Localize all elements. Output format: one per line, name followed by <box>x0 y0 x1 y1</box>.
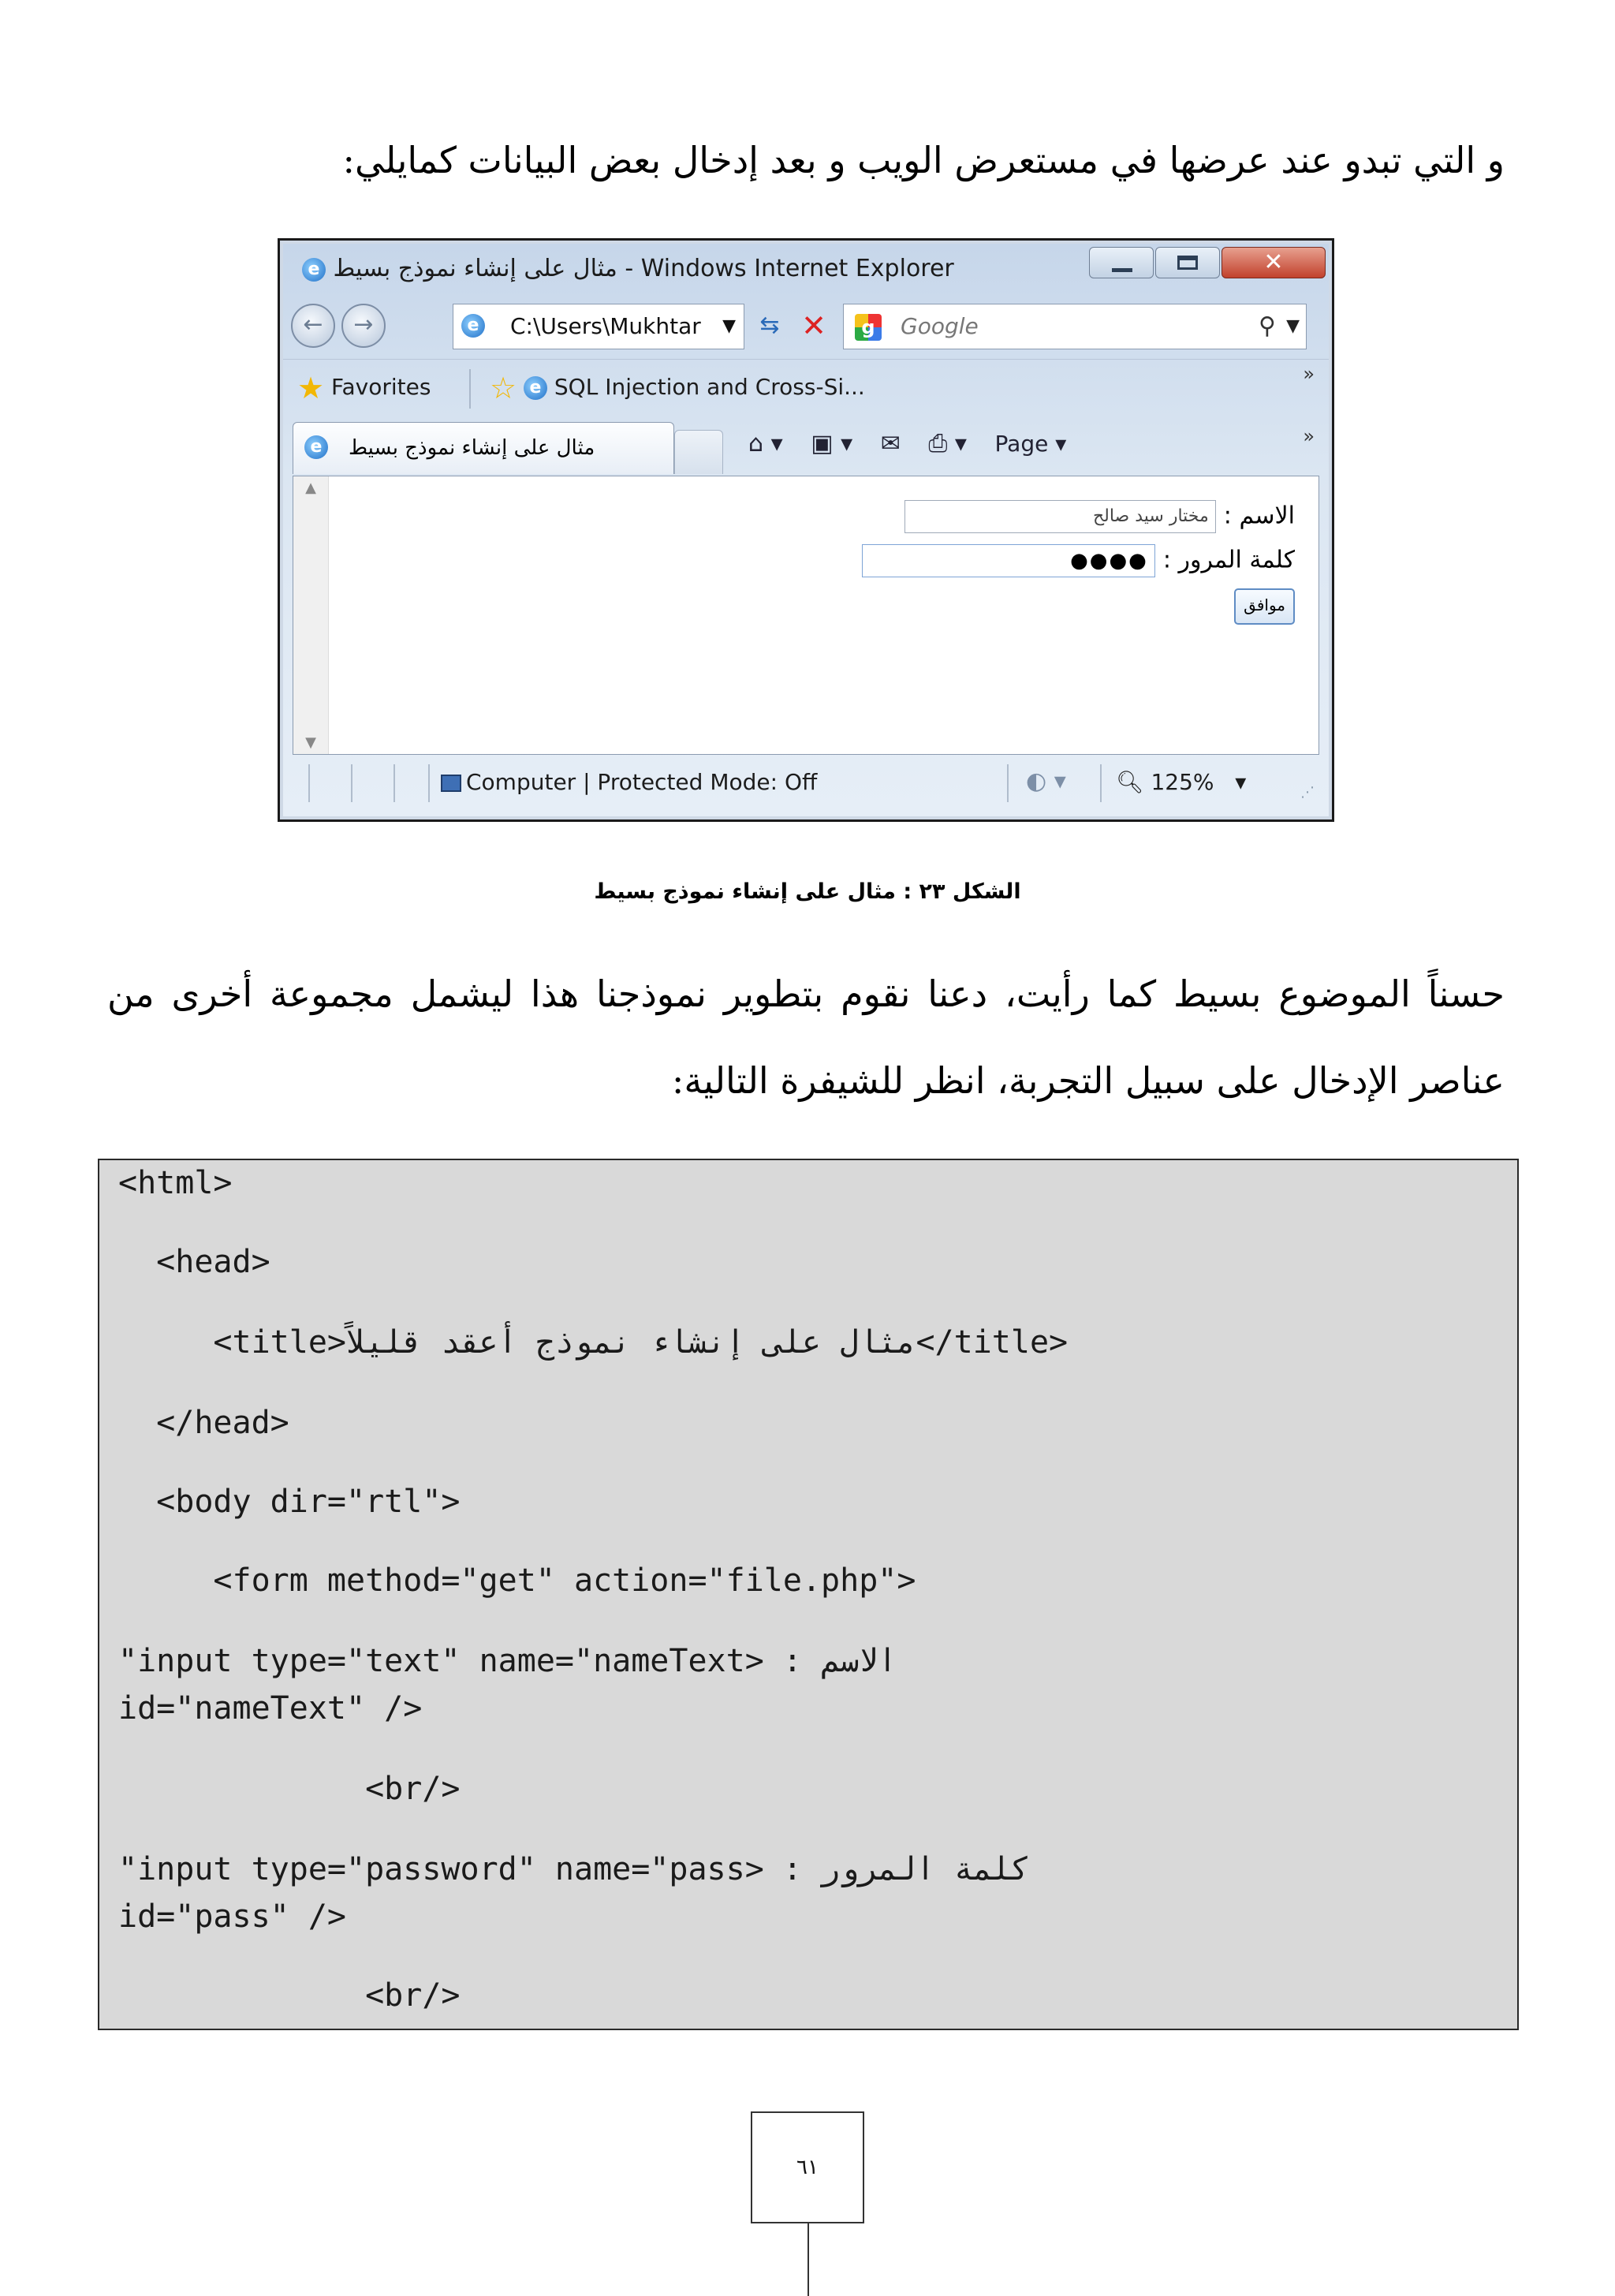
code-line: كلمة المرور : <input type="password" name="pass" <box>118 1851 1277 1887</box>
resize-grip-icon[interactable]: ⋰ <box>1300 784 1315 801</box>
forward-button[interactable]: → <box>341 304 386 348</box>
chevron-icon[interactable]: » <box>1303 363 1315 385</box>
body-paragraph: حسناً الموضوع بسيط كما رأيت، دعنا نقوم بتطوير نموذجنا هذا ليشمل مجموعة أخرى من عناصر الإدخال على سبيل التجربة، انظر للشيفرة التالية: <box>107 973 1505 1102</box>
sample-form <box>862 500 1295 633</box>
page-content <box>293 476 1319 755</box>
code-line: <body dir="rtl"> <box>118 1484 461 1520</box>
browser-screenshot <box>278 238 1334 822</box>
back-button[interactable]: ← <box>291 304 335 348</box>
search-input[interactable] <box>843 304 1307 349</box>
favorite-link-label: SQL Injection and Cross-Si... <box>554 374 865 400</box>
password-label: كلمة المرور : <box>1162 546 1295 574</box>
zoom-level: 125% <box>1151 769 1214 795</box>
ie-logo-icon: e <box>302 258 326 282</box>
navigation-bar <box>283 299 1329 349</box>
zoom-icon: 🔍︎ <box>1116 769 1144 795</box>
search-placeholder: Google <box>901 313 979 339</box>
tab-title: مثال على إنشاء نموذج بسيط <box>349 436 595 460</box>
google-icon: g <box>855 314 882 341</box>
mail-icon[interactable]: ✉ <box>880 430 901 457</box>
submit-button[interactable]: موافق <box>1234 588 1295 625</box>
scroll-down-icon[interactable]: ▼ <box>305 734 316 751</box>
name-input[interactable]: مختار سيد صالح <box>904 500 1216 533</box>
tab-current[interactable] <box>293 422 674 474</box>
code-line: <br/> <box>118 1977 461 2014</box>
intro-paragraph: و التي تبدو عند عرضها في مستعرض الويب و بعد إدخال بعض البيانات كمايلي: <box>342 139 1505 181</box>
code-line: <head> <box>118 1244 270 1280</box>
code-line: <br/> <box>118 1771 461 1807</box>
name-label: الاسم : <box>1223 502 1295 530</box>
favorites-star-icon: ★ <box>297 371 325 405</box>
refresh-icon[interactable]: ⇆ <box>759 312 780 339</box>
scroll-up-icon[interactable]: ▲ <box>305 480 316 496</box>
maximize-button[interactable] <box>1155 247 1220 278</box>
favorite-link[interactable] <box>490 371 865 405</box>
print-icon[interactable]: ⎙ ▾ <box>928 430 967 457</box>
window-title: مثال على إنشاء نموذج بسيط - Windows Internet Explorer <box>333 255 954 282</box>
status-text: Computer | Protected Mode: Off <box>466 769 818 795</box>
stop-icon[interactable]: ✕ <box>801 308 826 343</box>
page-number: ٦١ <box>751 2111 864 2223</box>
command-bar <box>748 430 1087 457</box>
code-line: </head> <box>118 1405 289 1441</box>
code-line: <title>مثال على إنشاء نموذج أعقد قليلاً</title> <box>118 1324 1069 1361</box>
code-line: <html> <box>118 1165 233 1201</box>
code-line: الاسم : <input type="text" name="nameText" <box>118 1643 1144 1679</box>
tab-page-icon: e <box>304 435 328 459</box>
address-text: C:\Users\Mukhtar <box>510 313 701 339</box>
search-icon[interactable]: ⚲ <box>1259 312 1276 340</box>
code-line: <form method="get" action="file.php"> <box>118 1562 916 1599</box>
command-chevron-icon[interactable]: » <box>1303 425 1315 447</box>
minimize-button[interactable] <box>1089 247 1154 278</box>
page-menu-button[interactable]: Page ▾ <box>994 431 1067 457</box>
address-bar[interactable] <box>453 304 744 349</box>
browser-title-bar <box>283 244 1329 293</box>
add-favorite-icon: ☆ <box>490 371 517 405</box>
close-button[interactable]: ✕ <box>1222 247 1326 278</box>
zoom-control[interactable]: 🔍︎ 125% ▾ <box>1116 769 1247 795</box>
code-line: id="pass" /> <box>118 1898 346 1935</box>
new-tab-button[interactable] <box>674 430 723 474</box>
computer-icon <box>441 775 461 792</box>
status-bar <box>293 761 1319 805</box>
feeds-icon[interactable]: ▣ ▾ <box>811 430 853 457</box>
code-line: id="nameText" /> <box>118 1690 423 1727</box>
favorites-button[interactable] <box>297 371 431 405</box>
scrollbar[interactable] <box>293 476 329 754</box>
code-listing <box>98 1159 1519 2030</box>
address-dropdown-icon[interactable]: ▼ <box>722 316 736 336</box>
favorites-label: Favorites <box>330 374 431 400</box>
favorites-bar <box>283 359 1329 415</box>
protected-mode-icon[interactable]: ◐ ▾ <box>1026 767 1066 795</box>
password-input[interactable]: ●●●● <box>862 544 1155 577</box>
page-number-line <box>808 2223 809 2296</box>
home-icon[interactable]: ⌂ ▾ <box>748 430 783 457</box>
favorite-page-icon: e <box>524 376 547 400</box>
page-icon: e <box>461 314 485 338</box>
tab-bar <box>283 416 1329 476</box>
search-dropdown-icon[interactable]: ▼ <box>1286 316 1300 336</box>
figure-caption: الشكل ٢٣ : مثال على إنشاء نموذج بسيط <box>594 879 1021 904</box>
